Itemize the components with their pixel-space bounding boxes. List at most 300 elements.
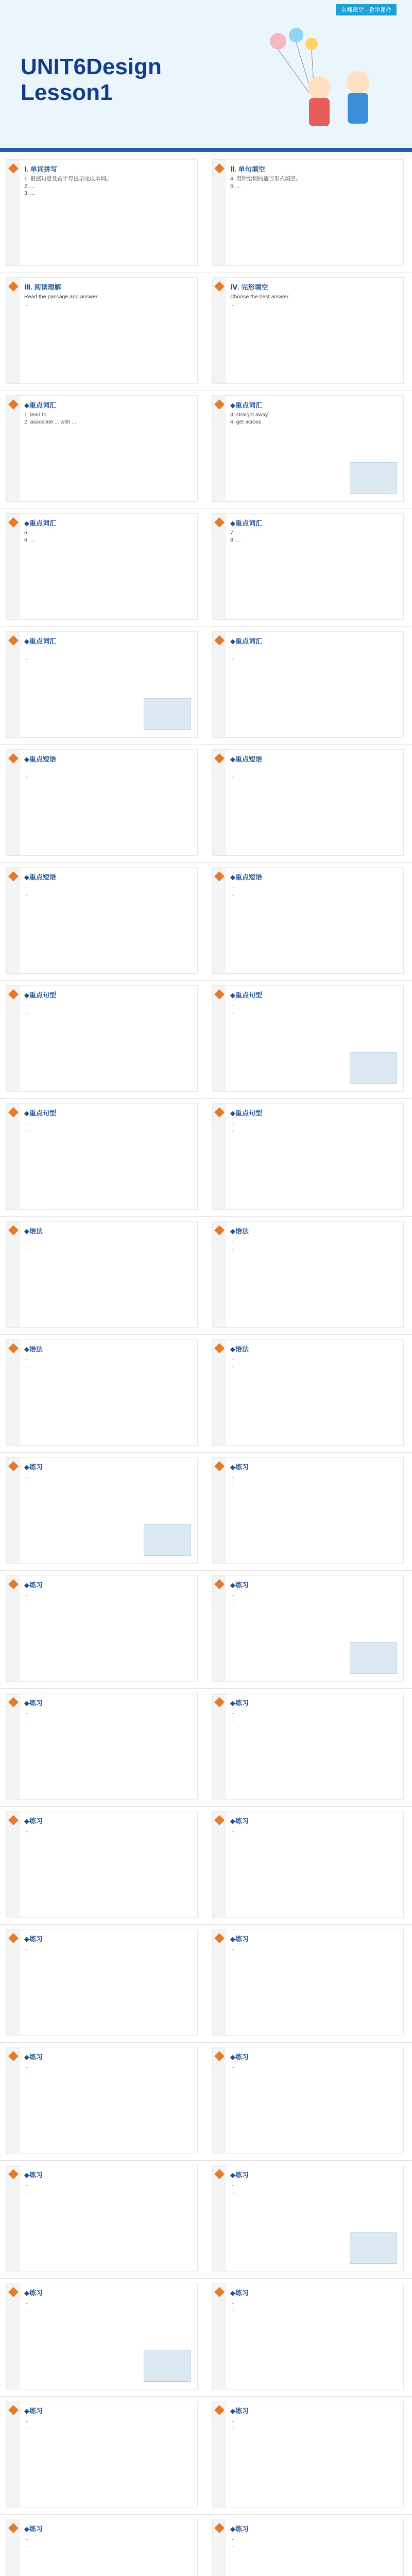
slide-heading: ◆练习 bbox=[24, 1699, 43, 1707]
text-line: ... bbox=[230, 1473, 235, 1480]
text-line: ... bbox=[230, 2425, 235, 2431]
slide-body bbox=[230, 2535, 399, 2549]
diamond-icon bbox=[214, 517, 225, 528]
slide-left-panel bbox=[6, 2519, 198, 2576]
slide-right-panel bbox=[212, 395, 404, 502]
text-line: ... bbox=[24, 1835, 29, 1841]
diamond-icon bbox=[8, 2051, 19, 2061]
text-line: ... bbox=[24, 1002, 29, 1008]
text-line: ... bbox=[230, 773, 235, 779]
text-line: ... bbox=[24, 1709, 29, 1716]
slide-right-panel bbox=[212, 1221, 404, 1328]
text-line: ... bbox=[24, 2543, 29, 2549]
slide-side-tab bbox=[213, 2047, 226, 2153]
text-line: ... bbox=[24, 1473, 29, 1480]
slide-heading: ◆重点词汇 bbox=[24, 401, 56, 409]
slide-side-tab bbox=[213, 1811, 226, 1917]
slide-row bbox=[0, 744, 412, 859]
slide-heading: ◆练习 bbox=[24, 2053, 43, 2061]
slide-heading: Ⅱ. 单句填空 bbox=[230, 165, 265, 173]
text-line: ... bbox=[230, 766, 235, 772]
diamond-icon bbox=[214, 989, 225, 999]
slide-left-panel bbox=[6, 1339, 198, 1446]
slide-heading: ◆练习 bbox=[230, 1817, 249, 1825]
slide-left-panel bbox=[6, 2165, 198, 2272]
slide-row bbox=[0, 2278, 412, 2393]
slide-side-tab bbox=[213, 2165, 226, 2271]
slide-row bbox=[0, 626, 412, 741]
slide-side-tab bbox=[7, 750, 20, 855]
text-line: Read the passage and answer. bbox=[24, 294, 99, 300]
slide-side-tab bbox=[7, 1458, 20, 1563]
slide-heading: ◆练习 bbox=[24, 1817, 43, 1825]
slide-body bbox=[24, 175, 193, 197]
slide-side-tab bbox=[213, 1340, 226, 1445]
slide-body bbox=[24, 2417, 193, 2431]
diamond-icon bbox=[214, 2287, 225, 2297]
slide-body bbox=[24, 883, 193, 897]
slide-right-panel bbox=[212, 1103, 404, 1210]
slide-heading: ◆练习 bbox=[24, 2407, 43, 2415]
slide-heading: ◆练习 bbox=[230, 1581, 249, 1589]
slide-body bbox=[24, 1001, 193, 1015]
slide-row bbox=[0, 155, 412, 269]
slide-right-panel bbox=[212, 2283, 404, 2389]
diamond-icon bbox=[214, 635, 225, 646]
slide-right-panel bbox=[212, 1457, 404, 1564]
slide-row bbox=[0, 980, 412, 1095]
text-line: 2. associate ... with ... bbox=[24, 419, 76, 425]
slide-heading: ◆语法 bbox=[24, 1227, 43, 1235]
slide-left-panel bbox=[6, 985, 198, 1092]
slide-row bbox=[0, 2160, 412, 2275]
text-line: ... bbox=[230, 1363, 235, 1369]
slide-side-tab bbox=[7, 2401, 20, 2507]
slide-heading: ◆练习 bbox=[230, 2289, 249, 2297]
text-line: ... bbox=[24, 2535, 29, 2541]
slide-body bbox=[24, 2535, 193, 2549]
text-line: ... bbox=[230, 2299, 235, 2306]
slide-body bbox=[230, 1119, 399, 1133]
slide-left-panel bbox=[6, 1929, 198, 2036]
slide-side-tab bbox=[213, 278, 226, 383]
slide-body bbox=[230, 1237, 399, 1251]
diamond-icon bbox=[8, 1933, 19, 1943]
slide-row bbox=[0, 509, 412, 623]
slide-side-tab bbox=[7, 986, 20, 1091]
slide-heading: ◆练习 bbox=[24, 1463, 43, 1471]
slide-side-tab bbox=[7, 1811, 20, 1917]
slide-heading: ◆重点短语 bbox=[24, 873, 56, 881]
slide-body bbox=[24, 529, 193, 544]
slide-body bbox=[24, 293, 193, 308]
diamond-icon bbox=[214, 1343, 225, 1353]
slide-side-tab bbox=[213, 1222, 226, 1327]
title-bottom-bar bbox=[0, 148, 412, 152]
slide-heading: ◆语法 bbox=[230, 1227, 249, 1235]
diamond-icon bbox=[8, 1225, 19, 1235]
slide-right-panel bbox=[212, 867, 404, 974]
diamond-icon bbox=[8, 1697, 19, 1707]
slide-body bbox=[24, 647, 193, 662]
text-line: ... bbox=[24, 1238, 29, 1244]
text-line: ... bbox=[24, 2189, 29, 2195]
slide-right-panel bbox=[212, 749, 404, 856]
slide-body bbox=[230, 2181, 399, 2195]
slide-heading: ◆练习 bbox=[230, 2525, 249, 2533]
text-line: ... bbox=[230, 1245, 235, 1251]
slide-side-tab bbox=[213, 1575, 226, 1681]
slide-heading: ◆重点句型 bbox=[24, 1109, 56, 1117]
slide-row bbox=[0, 1452, 412, 1567]
slide-side-tab bbox=[213, 2283, 226, 2389]
slide-side-tab bbox=[213, 160, 226, 265]
diamond-icon bbox=[214, 2169, 225, 2179]
text-line: ... bbox=[230, 1127, 235, 1133]
diamond-icon bbox=[214, 1579, 225, 1589]
diamond-icon bbox=[214, 2051, 225, 2061]
text-line: ... bbox=[230, 1238, 235, 1244]
text-line: ... bbox=[230, 2181, 235, 2188]
slide-side-tab bbox=[213, 868, 226, 973]
slide-heading: ◆练习 bbox=[24, 1935, 43, 1943]
slide-body bbox=[24, 1473, 193, 1487]
slide-heading: ◆练习 bbox=[230, 2407, 249, 2415]
text-line: ... bbox=[24, 1245, 29, 1251]
slide-side-tab bbox=[7, 632, 20, 737]
illustration-image bbox=[144, 2350, 191, 2382]
text-line: ... bbox=[24, 2417, 29, 2424]
text-line: ... bbox=[24, 1953, 29, 1959]
diamond-icon bbox=[214, 163, 225, 174]
text-line: 1. 根据句意及首字母提示完成单词。 bbox=[24, 176, 112, 182]
slide-side-tab bbox=[7, 1929, 20, 2035]
slide-heading: ◆练习 bbox=[230, 2053, 249, 2061]
text-line: ... bbox=[230, 655, 235, 661]
slide-body bbox=[230, 2417, 399, 2431]
diamond-icon bbox=[8, 753, 19, 764]
slide-body bbox=[230, 1945, 399, 1959]
diamond-icon bbox=[214, 1697, 225, 1707]
text-line: 2. ... bbox=[24, 183, 35, 189]
slide-body bbox=[24, 1355, 193, 1369]
slide-body bbox=[24, 765, 193, 779]
text-line: ... bbox=[24, 1009, 29, 1015]
diamond-icon bbox=[8, 1343, 19, 1353]
slide-left-panel bbox=[6, 1575, 198, 1682]
text-line: ... bbox=[230, 1481, 235, 1487]
balloon-icon-1 bbox=[270, 33, 286, 49]
slide-side-tab bbox=[213, 1104, 226, 1209]
slide-right-panel bbox=[212, 1339, 404, 1446]
diamond-icon bbox=[8, 517, 19, 528]
text-line: ... bbox=[24, 766, 29, 772]
slide-body bbox=[24, 1119, 193, 1133]
text-line: 3. ... bbox=[24, 190, 35, 196]
slide-side-tab bbox=[7, 278, 20, 383]
diamond-icon bbox=[214, 1107, 225, 1117]
lesson-title-line2: Lesson1 bbox=[21, 80, 113, 105]
slide-row bbox=[0, 1806, 412, 1921]
slide-row bbox=[0, 1216, 412, 1331]
slide-row bbox=[0, 2396, 412, 2511]
text-line: 5. ... bbox=[24, 530, 35, 536]
kid-head-icon-1 bbox=[308, 76, 331, 99]
diamond-icon bbox=[214, 1461, 225, 1471]
slide-heading: ◆练习 bbox=[24, 1581, 43, 1589]
text-line: ... bbox=[24, 1127, 29, 1133]
diamond-icon bbox=[214, 1933, 225, 1943]
slide-left-panel bbox=[6, 867, 198, 974]
text-line: ... bbox=[24, 1599, 29, 1605]
text-line: ... bbox=[24, 773, 29, 779]
slide-right-panel bbox=[212, 2047, 404, 2154]
text-line: ... bbox=[230, 2535, 235, 2541]
slide-body bbox=[24, 1945, 193, 1959]
diamond-icon bbox=[8, 281, 19, 292]
slide-body bbox=[24, 1709, 193, 1723]
text-line: 3. straight away bbox=[230, 412, 268, 418]
slide-heading: ◆练习 bbox=[230, 1935, 249, 1943]
slide-side-tab bbox=[213, 986, 226, 1091]
text-line: 4. 用所给词的适当形式填空。 bbox=[230, 176, 301, 182]
slide-side-tab bbox=[213, 2401, 226, 2507]
slide-body bbox=[24, 2063, 193, 2077]
diamond-icon bbox=[214, 1815, 225, 1825]
slide-left-panel bbox=[6, 2283, 198, 2389]
diamond-icon bbox=[8, 399, 19, 410]
slide-right-panel bbox=[212, 2401, 404, 2507]
text-line: ... bbox=[230, 648, 235, 654]
text-line: ... bbox=[230, 1591, 235, 1598]
slide-heading: Ⅰ. 单词拼写 bbox=[24, 165, 58, 173]
diamond-icon bbox=[8, 2405, 19, 2415]
slide-body bbox=[230, 1591, 399, 1605]
slide-body bbox=[24, 1827, 193, 1841]
slide-body bbox=[24, 411, 193, 426]
kid-head-icon-2 bbox=[347, 71, 369, 94]
text-line: 4. get across bbox=[230, 419, 262, 425]
slide-row bbox=[0, 2042, 412, 2157]
slide-heading: ◆重点词汇 bbox=[230, 401, 262, 409]
text-line: ... bbox=[230, 1002, 235, 1008]
slide-row bbox=[0, 1334, 412, 1449]
text-line: ... bbox=[24, 2299, 29, 2306]
text-line: 5. ... bbox=[230, 183, 241, 189]
slide-heading: Ⅲ. 阅读理解 bbox=[24, 283, 61, 291]
slide-heading: ◆重点词汇 bbox=[24, 637, 56, 645]
text-line: ... bbox=[24, 1945, 29, 1952]
diamond-icon bbox=[8, 163, 19, 174]
text-line: 6. ... bbox=[24, 537, 35, 543]
diamond-icon bbox=[8, 2287, 19, 2297]
slide-heading: ◆重点短语 bbox=[24, 755, 56, 763]
slide-side-tab bbox=[213, 1693, 226, 1799]
slide-side-tab bbox=[7, 396, 20, 501]
text-line: ... bbox=[24, 2307, 29, 2313]
text-line: ... bbox=[24, 1827, 29, 1834]
slide-body bbox=[230, 765, 399, 779]
slide-left-panel bbox=[6, 631, 198, 738]
kid-body-icon-2 bbox=[348, 93, 368, 124]
text-line: 7. ... bbox=[230, 530, 241, 536]
slide-side-tab bbox=[7, 514, 20, 619]
slide-body bbox=[230, 1355, 399, 1369]
slide-body bbox=[230, 175, 399, 190]
text-line: ... bbox=[230, 2063, 235, 2070]
text-line: ... bbox=[230, 2071, 235, 2077]
slide-right-panel bbox=[212, 159, 404, 266]
slide-heading: ◆练习 bbox=[230, 1463, 249, 1471]
text-line: ... bbox=[230, 301, 235, 307]
slide-body bbox=[230, 1827, 399, 1841]
slide-right-panel bbox=[212, 513, 404, 620]
slide-right-panel bbox=[212, 1575, 404, 1682]
kid-body-icon-1 bbox=[309, 98, 330, 126]
diamond-icon bbox=[214, 281, 225, 292]
slide-left-panel bbox=[6, 1103, 198, 1210]
text-line: ... bbox=[24, 1717, 29, 1723]
slide-side-tab bbox=[7, 1222, 20, 1327]
slide-right-panel bbox=[212, 631, 404, 738]
text-line: ... bbox=[230, 1945, 235, 1952]
text-line: ... bbox=[230, 1599, 235, 1605]
text-line: ... bbox=[230, 1709, 235, 1716]
illustration-image bbox=[144, 1524, 191, 1556]
slide-side-tab bbox=[7, 1575, 20, 1681]
slide-heading: ◆重点短语 bbox=[230, 873, 262, 881]
diamond-icon bbox=[8, 2169, 19, 2179]
slide-heading: ◆重点词汇 bbox=[24, 519, 56, 527]
slide-row bbox=[0, 1688, 412, 1803]
text-line: ... bbox=[230, 2543, 235, 2549]
text-line: ... bbox=[24, 301, 29, 307]
slide-heading: ◆重点短语 bbox=[230, 755, 262, 763]
slide-side-tab bbox=[7, 2283, 20, 2389]
slide-side-tab bbox=[213, 396, 226, 501]
diamond-icon bbox=[8, 635, 19, 646]
text-line: ... bbox=[230, 884, 235, 890]
text-line: ... bbox=[230, 891, 235, 897]
diamond-icon bbox=[214, 2405, 225, 2415]
text-line: ... bbox=[24, 891, 29, 897]
slide-heading: ◆语法 bbox=[24, 1345, 43, 1353]
illustration-image bbox=[350, 2232, 397, 2264]
slide-row bbox=[0, 1098, 412, 1213]
slide-row bbox=[0, 1570, 412, 1685]
slide-left-panel bbox=[6, 2401, 198, 2507]
diamond-icon bbox=[8, 2523, 19, 2533]
slide-side-tab bbox=[7, 868, 20, 973]
slide-side-tab bbox=[213, 750, 226, 855]
slide-heading: ◆语法 bbox=[230, 1345, 249, 1353]
text-line: 1. lead to bbox=[24, 412, 47, 418]
slide-body bbox=[230, 2063, 399, 2077]
text-line: Choose the best answer. bbox=[230, 294, 290, 300]
slide-heading: ◆练习 bbox=[230, 2171, 249, 2179]
illustration-image bbox=[144, 698, 191, 730]
text-line: ... bbox=[24, 2071, 29, 2077]
slide-left-panel bbox=[6, 1811, 198, 1918]
text-line: ... bbox=[24, 655, 29, 661]
kids-illustration bbox=[247, 21, 402, 139]
slide-body bbox=[230, 293, 399, 308]
badge: 名师课堂 · 教学课件 bbox=[336, 4, 397, 15]
slide-side-tab bbox=[7, 1104, 20, 1209]
slide-right-panel bbox=[212, 1811, 404, 1918]
slide-body bbox=[24, 1591, 193, 1605]
slide-side-tab bbox=[213, 1458, 226, 1563]
illustration-image bbox=[350, 1052, 397, 1084]
slide-left-panel bbox=[6, 395, 198, 502]
text-line: ... bbox=[230, 2307, 235, 2313]
slide-heading: ◆重点句型 bbox=[230, 991, 262, 999]
diamond-icon bbox=[8, 1815, 19, 1825]
diamond-icon bbox=[8, 1461, 19, 1471]
slide-side-tab bbox=[7, 2047, 20, 2153]
slide-left-panel bbox=[6, 1221, 198, 1328]
diamond-icon bbox=[214, 871, 225, 882]
slide-body bbox=[230, 411, 399, 426]
text-line: ... bbox=[230, 2189, 235, 2195]
slide-heading: ◆重点句型 bbox=[230, 1109, 262, 1117]
slide-side-tab bbox=[213, 632, 226, 737]
slide-right-panel bbox=[212, 277, 404, 384]
diamond-icon bbox=[8, 1107, 19, 1117]
title-slide bbox=[0, 0, 412, 152]
illustration-image bbox=[350, 462, 397, 494]
diamond-icon bbox=[8, 871, 19, 882]
slide-side-tab bbox=[213, 2519, 226, 2576]
diamond-icon bbox=[214, 2523, 225, 2533]
slide-heading: ◆练习 bbox=[24, 2289, 43, 2297]
text-line: ... bbox=[24, 1355, 29, 1362]
slide-side-tab bbox=[213, 514, 226, 619]
balloon-icon-3 bbox=[305, 38, 318, 50]
slide-row bbox=[0, 2514, 412, 2576]
slide-left-panel bbox=[6, 1457, 198, 1564]
text-line: ... bbox=[24, 1481, 29, 1487]
slide-side-tab bbox=[7, 1693, 20, 1799]
slide-body bbox=[24, 2299, 193, 2313]
slide-heading: ◆重点句型 bbox=[24, 991, 56, 999]
text-line: ... bbox=[230, 1827, 235, 1834]
text-line: ... bbox=[230, 1120, 235, 1126]
slide-heading: ◆练习 bbox=[24, 2171, 43, 2179]
slide-right-panel bbox=[212, 985, 404, 1092]
slide-heading: ◆练习 bbox=[230, 1699, 249, 1707]
balloon-icon-2 bbox=[289, 28, 303, 42]
slide-heading: Ⅳ. 完形填空 bbox=[230, 283, 268, 291]
text-line: ... bbox=[24, 1120, 29, 1126]
text-line: ... bbox=[230, 1717, 235, 1723]
slide-left-panel bbox=[6, 1693, 198, 1800]
slide-side-tab bbox=[7, 2165, 20, 2271]
slide-side-tab bbox=[7, 160, 20, 265]
text-line: 8. ... bbox=[230, 537, 241, 543]
slide-body bbox=[24, 1237, 193, 1251]
slide-row bbox=[0, 1924, 412, 2039]
text-line: ... bbox=[24, 1591, 29, 1598]
slide-right-panel bbox=[212, 2519, 404, 2576]
slide-right-panel bbox=[212, 2165, 404, 2272]
slide-heading: ◆练习 bbox=[24, 2525, 43, 2533]
slide-body bbox=[230, 883, 399, 897]
diamond-icon bbox=[8, 1579, 19, 1589]
slide-side-tab bbox=[7, 1340, 20, 1445]
slide-body bbox=[230, 1001, 399, 1015]
slide-left-panel bbox=[6, 277, 198, 384]
